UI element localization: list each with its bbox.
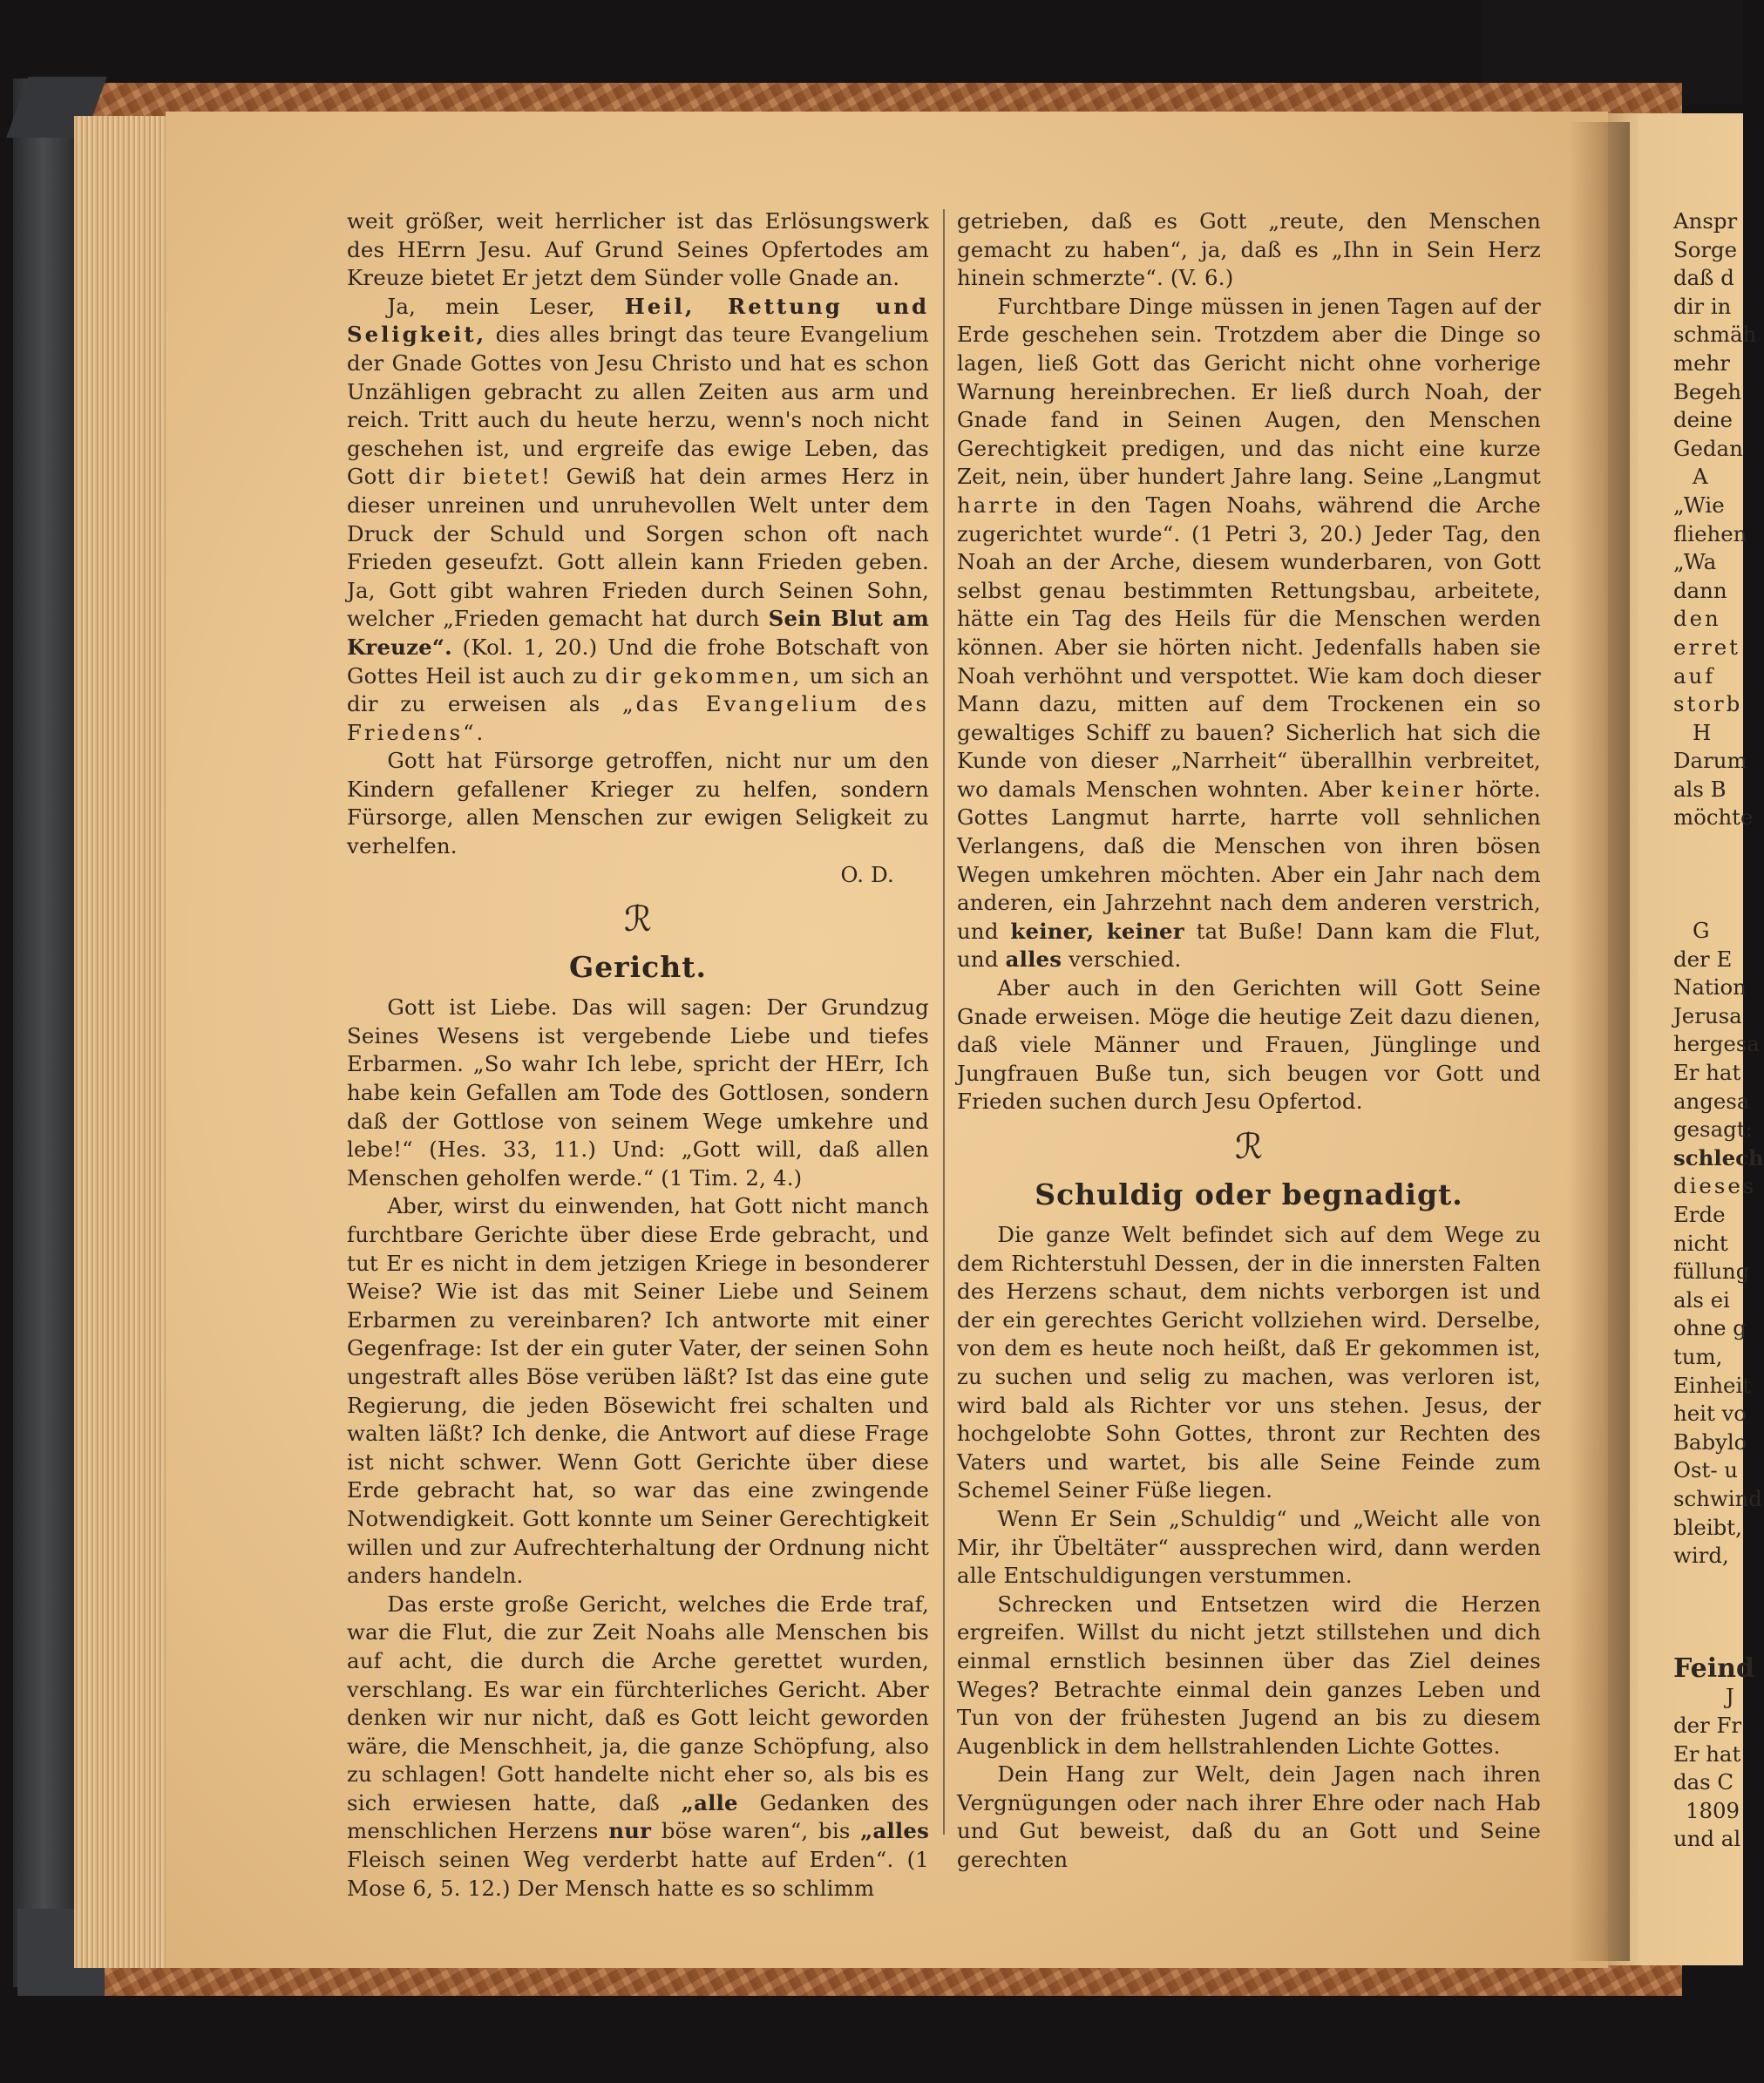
paragraph: weit größer, weit herrlicher ist das Erlösungswerk des HErrn Jesu. Auf Grund Seines Opfertodes am Kreuze bietet Er jetzt dem Sünder volle Gnade an. [347,208,929,291]
facing-page-line: dir in [1673,293,1732,319]
facing-page-line: Ost- u [1673,1457,1739,1483]
facing-page-heading: Feind [1673,1652,1754,1684]
facing-page-line: deine [1673,407,1733,433]
facing-page-line: Darum [1673,748,1747,774]
facing-page-line: Gedan [1673,435,1743,461]
cover-spine [13,78,74,1987]
paragraph: Gott ist Liebe. Das will sagen: Der Grundzug Seines Wesens ist vergebende Liebe und tiefes Erbarmen. „So wahr Ich lebe, spricht der HErr, Ich habe kein Gefallen am Tode des Gottlosen, sondern daß der Gottlose von seinem Wege umkehre und lebe!“ (Hes. 33, 11.) Und: „Gott will, daß allen Menschen geholfen werde.“ (1 Tim. 2, 4.) [347,994,929,1191]
book-gutter [1569,122,1630,1961]
facing-page-line: gesagt: [1673,1116,1753,1143]
facing-page-line: storb [1673,691,1743,717]
facing-page-line: Er hat [1673,1740,1741,1767]
paragraph: Aber auch in den Gerichten will Gott Seine Gnade erweisen. Möge die heutige Zeit dazu dienen, daß viele Männer und Frauen, Jünglinge und Jungfrauen Buße tun, sich beugen vor Gott und Frieden suchen durch Jesu Opfertod. [957,975,1541,1115]
facing-page-line: Einheit [1673,1372,1752,1398]
facing-page-line: hergesa [1673,1031,1760,1057]
facing-page-line: bleibt, [1673,1514,1742,1540]
facing-page-line: fliehen [1673,520,1747,546]
facing-page-line: A [1693,464,1708,490]
facing-page-line: tum, [1673,1343,1723,1369]
ornament-icon: ℛ [623,899,653,940]
facing-page-line: erret [1673,634,1740,660]
facing-page-line: schmäh [1673,322,1757,348]
facing-page-line: und al [1673,1826,1741,1852]
paragraph: getrieben, daß es Gott „reute, den Menschen gemacht zu haben“, ja, daß es „Ihn in Sein Herz hinein schmerzte“. (V. 6.) [957,208,1541,291]
facing-page-line: angesa [1673,1088,1750,1114]
paragraph: Gott hat Fürsorge getroffen, nicht nur um den Kindern gefallener Krieger zu helfen, sondern Fürsorge, allen Menschen zur ewigen Seligkeit zu verhelfen. [347,748,929,859]
ornament-icon: ℛ [1234,1127,1264,1167]
facing-page-line: 1809 [1686,1797,1740,1823]
facing-page-line: Jerusa [1673,1002,1742,1028]
facing-page-line: Babylo [1673,1428,1747,1455]
facing-page-line: schlech [1673,1144,1764,1170]
paragraph: Die ganze Welt befindet sich auf dem Wege zu dem Richterstuhl Dessen, der in die innersten Falten des Herzens schaut, dem nichts verborgen ist und der ein gerechtes Gericht vollziehen wird. Derselbe, von dem es heute noch heißt, daß Er gekommen ist, zu suchen und selig zu machen, was verloren ist, wird bald als Richter vor uns stehen. Jesus, der hochgelobte Sohn Gottes, thront zur Rechten des Vaters und wartet, bis alle Seine Feinde zum Schemel Seiner Füße liegen. [957,1222,1541,1503]
facing-page-line: füllung [1673,1259,1750,1285]
page-edges [74,116,172,1968]
facing-page-line: daß d [1673,265,1734,291]
facing-page-line: Begeh [1673,378,1742,404]
paragraph: Aber, wirst du einwenden, hat Gott nicht manch furchtbare Gerichte über diese Erde gebracht, und tut Er es nicht in dem jetzigen Kriege in besonderer Weise? Wie ist das mit Seiner Liebe und Seinem Erbarmen zu vereinbaren? Ich antworte mit einer Gegenfrage: Ist der ein guter Vater, der seinen Sohn ungestraft alles Böse verüben läßt? Ist das eine gute Regierung, die jeden Bösewicht frei schalten und walten läßt? Ich denke, die Antwort auf diese Frage ist nicht schwer. Wenn Gott Gerichte über diese Erde gebracht hat, so war das eine zwingende Notwendigkeit. Gott konnte um Seiner Gerechtigkeit willen und zur Aufrechterhaltung der Ordnung nicht anders handeln. [347,1193,929,1589]
facing-page-line: nicht [1673,1230,1728,1256]
facing-page-line: „Wa [1673,549,1717,575]
facing-page-line: ohne g [1673,1315,1747,1341]
facing-page-line: mehr [1673,349,1730,376]
paragraph: Dein Hang zur Welt, dein Jagen nach ihren Vergnügungen oder nach ihrer Ehre oder nach Hab und Gut beweist, daß du an Gott und Seine gerechten [957,1761,1541,1873]
facing-page-line: auf [1673,662,1716,689]
facing-page-column [1673,207,1764,1854]
right-text-column [957,207,1541,1875]
paragraph: Das erste große Gericht, welches die Erde traf, war die Flut, die zur Zeit Noahs alle Menschen bis auf acht, die durch die Arche gerettet wurden, verschlang. Es war ein fürchterliches Gericht. Aber denken wir nur nicht, daß es Gott leicht geworden wäre, die Menschheit, ja, die ganze Schöpfung, also zu schlagen! Gott handelte nicht eher so, als bis es sich erwiesen hatte, daß „alle Gedanken des menschlichen Herzens nur böse waren“, bis „alles Fleisch seinen Weg verderbt hatte auf Erden“. (1 Mose 6, 5. 12.) Der Mensch hatte es so schlimm [347,1591,930,1901]
facing-page-line: H [1693,719,1712,745]
paragraph: Furchtbare Dinge müssen in jenen Tagen auf der Erde geschehen sein. Trotzdem aber die Dinge so lagen, ließ Gott das Gericht nicht ohne vorherige Warnung hereinbrechen. Er ließ durch Noah, der Gnade fand in Seinen Augen, den Menschen Gerechtigkeit predigen, und das nicht eine kurze Zeit, nein, über hundert Jahre lang. Seine „Langmut harrte in den Tagen Noahs, während die Arche zugerichtet wurde“. (1 Petri 3, 20.) Jeder Tag, den Noah an der Arche, diesem wunderbaren, von Gott selbst genau bestimmten Rettungsbau, arbeitete, hätte ein Tag des Heils für die Menschen werden können. Aber sie hörten nicht. Jedenfalls haben sie Noah verhöhnt und verspottet. Wie kam doch dieser Mann dazu, mitten auf dem Trockenen ein so gewaltiges Schiff zu bauen? Sicherlich hat sich die Kunde von dieser „Narrheit“ überallhin verbreitet, wo damals Menschen wohnten. Aber keiner hörte. Gottes Langmut harrte, harrte voll sehnlichen Verlangens, daß die Menschen von ihren bösen Wegen umkehren möchten. Aber ein Jahr nach dem anderen, ein Jahrzehnt nach dem anderen verstrich, und keiner, keiner tat Buße! Dann kam die Flut, und alles verschied. [957,293,1542,973]
facing-page-line: als ei [1673,1286,1730,1313]
facing-page-line: Erde [1673,1202,1726,1227]
facing-page-line: das C [1673,1769,1734,1795]
facing-page-line: dann [1673,577,1727,603]
facing-page-line: möchte [1673,804,1754,831]
left-text-column [347,207,929,1903]
author-signature: O. D. [840,861,894,887]
section-heading: Schuldig oder begnadigt. [1035,1177,1463,1211]
facing-page-line: Anspr [1673,208,1738,234]
facing-page-line: G [1693,918,1710,944]
facing-page-line: „Wie [1673,492,1725,518]
facing-page-line: der Fr [1673,1712,1742,1738]
facing-page-line: J [1726,1684,1734,1710]
facing-page-line: heit vo [1673,1401,1747,1427]
facing-page-line: Nation [1673,974,1747,1001]
facing-page-line: Er hat [1673,1060,1741,1086]
facing-page-line: schwind [1673,1485,1762,1511]
facing-page-line: wird, [1673,1543,1729,1569]
facing-page-line: dieses [1673,1173,1757,1199]
facing-page-line: den [1673,606,1721,632]
facing-page-line: Sorge [1673,236,1738,262]
paragraph: Wenn Er Sein „Schuldig“ und „Weicht alle von Mir, ihr Übeltäter“ aussprechen wird, dann werden alle Entschuldigungen verstummen. [957,1505,1541,1589]
paragraph: Ja, mein Leser, Heil, Rettung und Seligkeit, dies alles bringt das teure Evangelium der Gnade Gottes von Jesu Christo und hat es schon Unzähligen gebracht zu allen Zeiten aus arm und reich. Tritt auch du heute herzu, wenn's noch nicht geschehen ist, und ergreife das ewige Leben, das Gott dir bietet! Gewiß hat dein armes Herz in dieser unreinen und unruhevollen Welt unter dem Druck der Schuld und Sorgen schon oft nach Frieden geseufzt. Gott allein kann Frieden geben. Ja, Gott gibt wahren Frieden durch Seinen Sohn, welcher „Frieden gemacht hat durch Sein Blut am Kreuze“. (Kol. 1, 20.) Und die frohe Botschaft von Gottes Heil ist auch zu dir gekommen, um sich an dir zu erweisen als „das Evangelium des Friedens“. [347,293,930,745]
facing-page-line: als B [1673,776,1727,802]
section-heading: Gericht. [569,950,707,985]
paragraph: Schrecken und Entsetzen wird die Herzen ergreifen. Willst du nicht jetzt stillstehen und dich einmal ernstlich besinnen über das Ziel deines Weges? Betrachte einmal dein ganzes Leben und Tun von der frühesten Jugend an bis zu diesem Augenblick in dem hellstrahlenden Lichte Gottes. [957,1591,1541,1759]
column-rule [943,209,945,1835]
facing-page-line: der E [1673,946,1733,972]
